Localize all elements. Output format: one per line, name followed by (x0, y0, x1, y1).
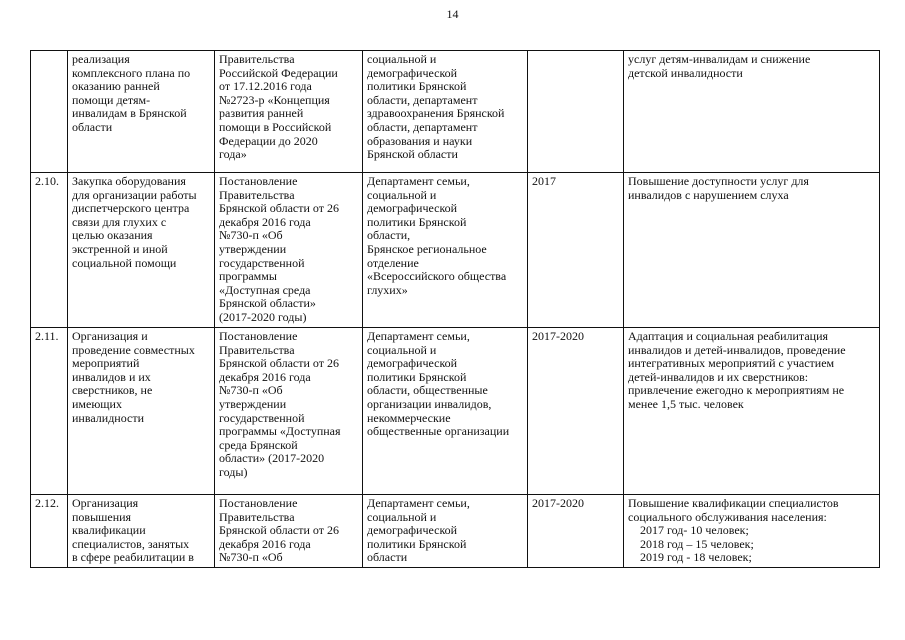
cell-text-line: детской инвалидности (628, 65, 743, 80)
cell-text-line: «Всероссийского общества (367, 269, 507, 284)
cell-text-line: в сфере реабилитации в (72, 550, 194, 565)
cell-text-line: помощи в Российской (219, 119, 332, 134)
cell-text-line: Правительства (219, 52, 295, 66)
row-number-cell (31, 51, 68, 173)
cell-text-line: диспетчерского центра (72, 201, 190, 216)
cell-text-line: утверждении (219, 396, 287, 411)
executors-cell (363, 173, 528, 328)
cell-text-line: демографической (367, 523, 458, 538)
cell-text-line: целью оказания (72, 228, 153, 243)
row-number-cell (31, 328, 68, 495)
cell-text-line: 2019 год - 18 человек; (640, 550, 752, 565)
cell-text-line: среда Брянской (219, 437, 298, 452)
cell-text-line: социального обслуживания населения: (628, 509, 827, 524)
term-cell (528, 51, 624, 173)
cell-text-line: №2723-р «Концепция (219, 92, 330, 107)
result-cell (624, 495, 880, 568)
cell-text-line: Брянской области (367, 147, 458, 162)
cell-text-line: демографической (367, 201, 458, 216)
cell-text-line: Федерации до 2020 (219, 133, 318, 148)
cell-text-line: для организации работы (72, 187, 197, 202)
result-cell (624, 173, 880, 328)
cell-text-line: области» (2017-2020 (219, 451, 325, 466)
cell-text-line: детей-инвалидов и их сверстников: (628, 369, 809, 384)
cell-text-line: политики Брянской (367, 214, 467, 229)
cell-text-line: образования и науки (367, 133, 473, 148)
cell-text-line: программы (219, 269, 277, 284)
cell-text-line: Постановление (219, 496, 298, 510)
cell-text-line: Российской Федерации (219, 65, 338, 80)
cell-text-line: №730-п «Об (219, 383, 283, 398)
cell-text-line: глухих» (367, 282, 408, 297)
cell-text-line: отделение (367, 255, 419, 270)
cell-text-line: демографической (367, 65, 458, 80)
cell-text: 2017 (532, 174, 556, 188)
cell-text-line: программы «Доступная (219, 424, 341, 439)
cell-text-line: мероприятий (72, 356, 140, 371)
cell-text-line: повышения (72, 509, 132, 524)
cell-text-line: области (72, 119, 113, 134)
cell-text-line: области, (367, 228, 411, 243)
cell-text-line: области, общественные (367, 383, 488, 398)
table-row (31, 173, 880, 328)
event-cell (68, 495, 215, 568)
cell-text-line: декабря 2016 года (219, 536, 311, 551)
document-cell (215, 173, 363, 328)
cell-text-line: помощи детям- (72, 92, 151, 107)
cell-text-line: года» (219, 147, 247, 162)
cell-text: 2.10. (35, 174, 59, 188)
cell-text-line: специалистов, занятых (72, 536, 190, 551)
cell-text-line: Адаптация и социальная реабилитация (628, 329, 829, 343)
executors-cell (363, 51, 528, 173)
cell-text-line: социальной и (367, 509, 437, 524)
cell-text-line: оказанию ранней (72, 79, 160, 94)
cell-text-line: некоммерческие (367, 410, 451, 425)
cell-text-line: Правительства (219, 342, 295, 357)
table-row (31, 51, 880, 173)
cell-text-line: (2017-2020 годы) (219, 309, 307, 324)
table-row (31, 328, 880, 495)
cell-text-line: социальной и (367, 187, 437, 202)
event-cell (68, 328, 215, 495)
cell-text-line: Правительства (219, 187, 295, 202)
cell-text-line: годы) (219, 464, 248, 479)
cell-text-line: квалификации (72, 523, 146, 538)
cell-text-line: реализация (72, 52, 130, 66)
cell-text-line: инвалидов и детей-инвалидов, проведение (628, 342, 846, 357)
cell-text-line: Департамент семьи, (367, 496, 470, 510)
cell-text-line: экстренной и иной (72, 241, 168, 256)
cell-text-line: Брянское региональное (367, 241, 487, 256)
document-cell (215, 495, 363, 568)
term-cell (528, 328, 624, 495)
cell-text-line: Повышение квалификации специалистов (628, 496, 839, 510)
cell-text-line: от 17.12.2016 года (219, 79, 312, 94)
cell-text-line: государственной (219, 255, 305, 270)
cell-text-line: демографической (367, 356, 458, 371)
cell-text-line: декабря 2016 года (219, 214, 311, 229)
cell-text-line: области, департамент (367, 119, 478, 134)
cell-text-line: декабря 2016 года (219, 369, 311, 384)
cell-text-line: Повышение доступности услуг для (628, 174, 809, 188)
cell-text-line: Брянской области» (219, 296, 316, 311)
cell-text-line: социальной помощи (72, 255, 177, 270)
row-number-cell (31, 495, 68, 568)
term-cell (528, 495, 624, 568)
cell-text-line: менее 1,5 тыс. человек (628, 396, 744, 411)
document-cell (215, 51, 363, 173)
cell-text-line: общественные организации (367, 424, 510, 439)
executors-cell (363, 495, 528, 568)
cell-text-line: социальной и (367, 52, 437, 66)
cell-text-line: комплексного плана по (72, 65, 191, 80)
cell-text-line: проведение совместных (72, 342, 195, 357)
cell-text-line: услуг детям-инвалидам и снижение (628, 52, 811, 66)
cell-text-line: здравоохранения Брянской (367, 106, 505, 121)
cell-text-line: области (367, 550, 408, 565)
cell-text-line: Правительства (219, 509, 295, 524)
cell-text-line: инвалидов с нарушением слуха (628, 187, 789, 202)
cell-text-line: Брянской области от 26 (219, 523, 339, 538)
cell-text-line: №730-п «Об (219, 228, 283, 243)
plan-table (30, 50, 880, 568)
event-cell (68, 173, 215, 328)
cell-text-line: Постановление (219, 174, 298, 188)
cell-text-line: 2017 год- 10 человек; (640, 523, 749, 538)
cell-text-line: инвалидам в Брянской (72, 106, 187, 121)
cell-text-line: Организация и (72, 329, 148, 343)
cell-text-line: Организация (72, 496, 139, 510)
executors-cell (363, 328, 528, 495)
cell-text-line: политики Брянской (367, 369, 467, 384)
cell-text-line: Департамент семьи, (367, 329, 470, 343)
table-row (31, 495, 880, 568)
cell-text-line: утверждении (219, 241, 287, 256)
cell-text: 2017-2020 (532, 329, 584, 343)
document-cell (215, 328, 363, 495)
cell-text-line: инвалидов и их (72, 369, 151, 384)
cell-text-line: области, департамент (367, 92, 478, 107)
page-number: 14 (446, 7, 459, 21)
cell-text: 2017-2020 (532, 496, 584, 510)
cell-text: 2.11. (35, 329, 59, 343)
cell-text-line: №730-п «Об (219, 550, 283, 565)
cell-text-line: социальной и (367, 342, 437, 357)
cell-text-line: сверстников, не (72, 383, 153, 398)
cell-text-line: Постановление (219, 329, 298, 343)
cell-text-line: Департамент семьи, (367, 174, 470, 188)
cell-text-line: Брянской области от 26 (219, 356, 339, 371)
cell-text-line: Брянской области от 26 (219, 201, 339, 216)
cell-text-line: развития ранней (219, 106, 304, 121)
row-number-cell (31, 173, 68, 328)
cell-text-line: имеющих (72, 396, 122, 411)
cell-text-line: политики Брянской (367, 536, 467, 551)
term-cell (528, 173, 624, 328)
cell-text-line: интегративных мероприятий с участием (628, 356, 835, 371)
cell-text-line: 2018 год – 15 человек; (640, 536, 754, 551)
cell-text-line: привлечение ежегодно к мероприятиям не (628, 383, 845, 398)
cell-text-line: связи для глухих с (72, 214, 167, 229)
result-cell (624, 328, 880, 495)
cell-text-line: инвалидности (72, 410, 145, 425)
cell-text-line: Закупка оборудования (72, 174, 186, 188)
event-cell (68, 51, 215, 173)
cell-text-line: «Доступная среда (219, 282, 311, 297)
cell-text: 2.12. (35, 496, 59, 510)
result-cell (624, 51, 880, 173)
cell-text-line: организации инвалидов, (367, 396, 492, 411)
cell-text-line: политики Брянской (367, 79, 467, 94)
cell-text-line: государственной (219, 410, 305, 425)
plan-table-body (31, 51, 880, 568)
